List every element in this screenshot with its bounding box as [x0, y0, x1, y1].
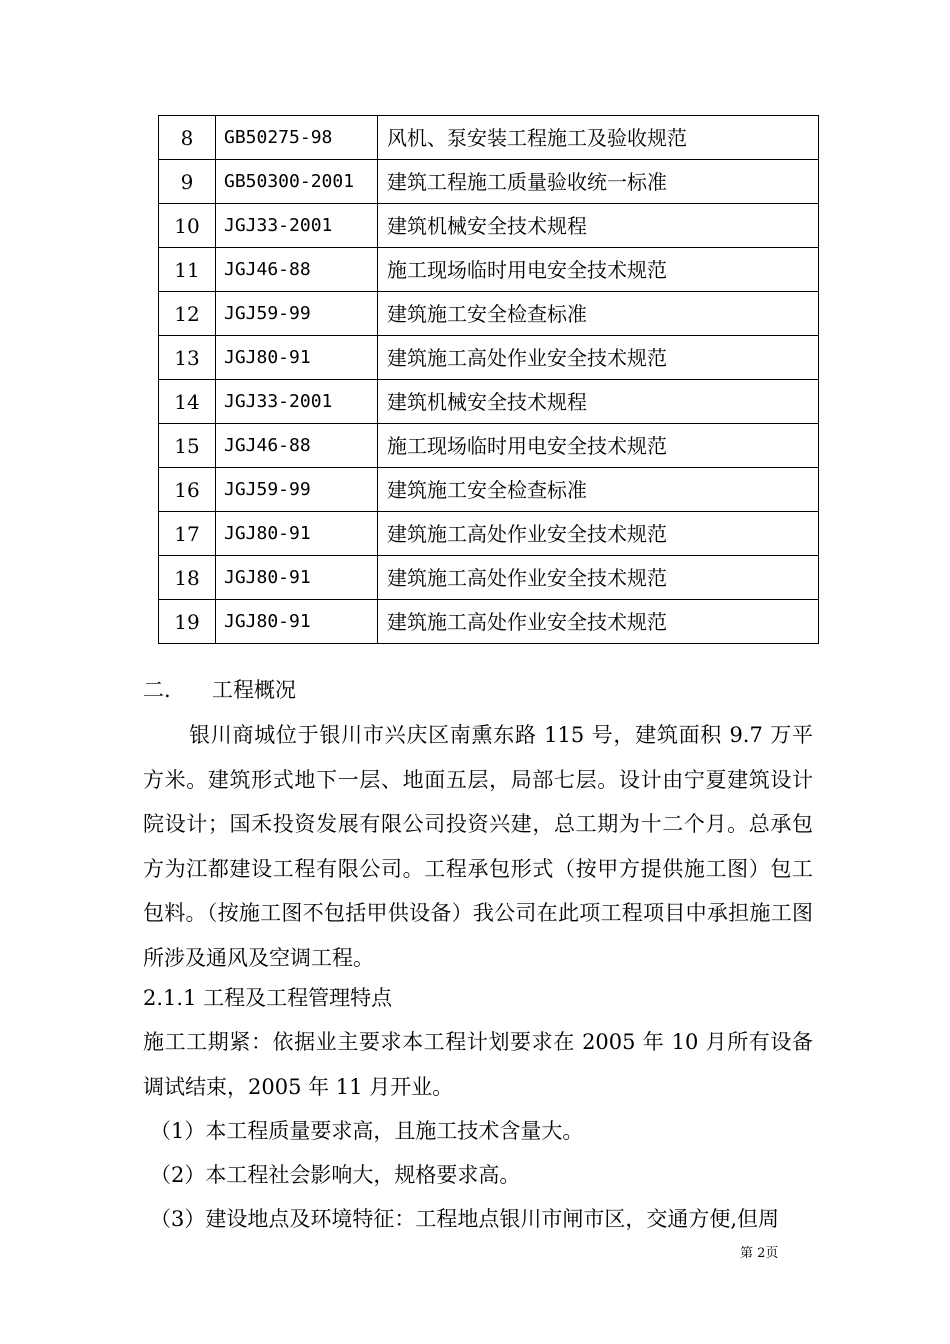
standard-code-cell: GB50275-98 [216, 116, 378, 160]
standard-name-cell: 建筑工程施工质量验收统一标准 [378, 160, 819, 204]
table-row [159, 468, 819, 512]
table-row [159, 116, 819, 160]
standard-name-cell: 建筑施工高处作业安全技术规范 [378, 336, 819, 380]
standard-code-cell: GB50300-2001 [216, 160, 378, 204]
table-row [159, 600, 819, 644]
row-number-cell: 11 [159, 248, 216, 292]
standard-name-cell: 施工现场临时用电安全技术规范 [378, 424, 819, 468]
row-number-cell: 14 [159, 380, 216, 424]
standard-name-cell: 建筑机械安全技术规程 [378, 204, 819, 248]
table-row [159, 336, 819, 380]
table-row [159, 292, 819, 336]
row-number-cell: 10 [159, 204, 216, 248]
table-row [159, 248, 819, 292]
standard-code-cell: JGJ59-99 [216, 292, 378, 336]
standard-name-cell: 风机、泵安装工程施工及验收规范 [378, 116, 819, 160]
standard-code-cell: JGJ46-88 [216, 248, 378, 292]
standards-table-body [159, 116, 819, 644]
section-number: 二. [143, 678, 171, 702]
standard-name-cell: 建筑施工安全检查标准 [378, 468, 819, 512]
table-row [159, 424, 819, 468]
row-number-cell: 16 [159, 468, 216, 512]
table-row [159, 160, 819, 204]
table-row [159, 556, 819, 600]
overview-paragraph: 银川商城位于银川市兴庆区南熏东路 115 号，建筑面积 9.7 万平方米。建筑形式地下一层、地面五层，局部七层。设计由宁夏建筑设计院设计；国禾投资发展有限公司投资兴建，总工期为十二个月。总承包方为江都建设工程有限公司。工程承包形式（按甲方提供施工图）包工包料。（按施工图不包括甲供设备）我公司在此项工程项目中承担施工图所涉及通风及空调工程。 [143, 723, 813, 970]
row-number-cell: 19 [159, 600, 216, 644]
page-number: 第 2页 [740, 1246, 779, 1261]
row-number-cell: 8 [159, 116, 216, 160]
subsection-heading: 2.1.1 工程及工程管理特点 [143, 986, 393, 1010]
standard-code-cell: JGJ46-88 [216, 424, 378, 468]
standard-code-cell: JGJ80-91 [216, 600, 378, 644]
row-number-cell: 18 [159, 556, 216, 600]
table-row [159, 512, 819, 556]
standard-code-cell: JGJ33-2001 [216, 380, 378, 424]
list-item: （2）本工程社会影响大，规格要求高。 [150, 1163, 521, 1187]
standard-name-cell: 建筑施工高处作业安全技术规范 [378, 556, 819, 600]
standard-name-cell: 建筑施工高处作业安全技术规范 [378, 600, 819, 644]
list-item: （1）本工程质量要求高，且施工技术含量大。 [150, 1119, 584, 1143]
schedule-paragraph: 施工工期紧：依据业主要求本工程计划要求在 2005 年 10 月所有设备调试结束，2005 年 11 月开业。 [143, 1030, 813, 1099]
row-number-cell: 9 [159, 160, 216, 204]
standard-name-cell: 建筑施工安全检查标准 [378, 292, 819, 336]
standard-code-cell: JGJ33-2001 [216, 204, 378, 248]
table-row [159, 204, 819, 248]
list-item: （3）建设地点及环境特征：工程地点银川市闸市区，交通方便,但周 [150, 1207, 780, 1231]
standard-code-cell: JGJ80-91 [216, 556, 378, 600]
row-number-cell: 17 [159, 512, 216, 556]
standard-code-cell: JGJ80-91 [216, 336, 378, 380]
table-row [159, 380, 819, 424]
standard-name-cell: 施工现场临时用电安全技术规范 [378, 248, 819, 292]
standard-code-cell: JGJ80-91 [216, 512, 378, 556]
row-number-cell: 12 [159, 292, 216, 336]
standard-name-cell: 建筑机械安全技术规程 [378, 380, 819, 424]
row-number-cell: 15 [159, 424, 216, 468]
section-title: 工程概况 [212, 678, 296, 702]
row-number-cell: 13 [159, 336, 216, 380]
standard-code-cell: JGJ59-99 [216, 468, 378, 512]
standard-name-cell: 建筑施工高处作业安全技术规范 [378, 512, 819, 556]
standards-table [158, 115, 819, 644]
